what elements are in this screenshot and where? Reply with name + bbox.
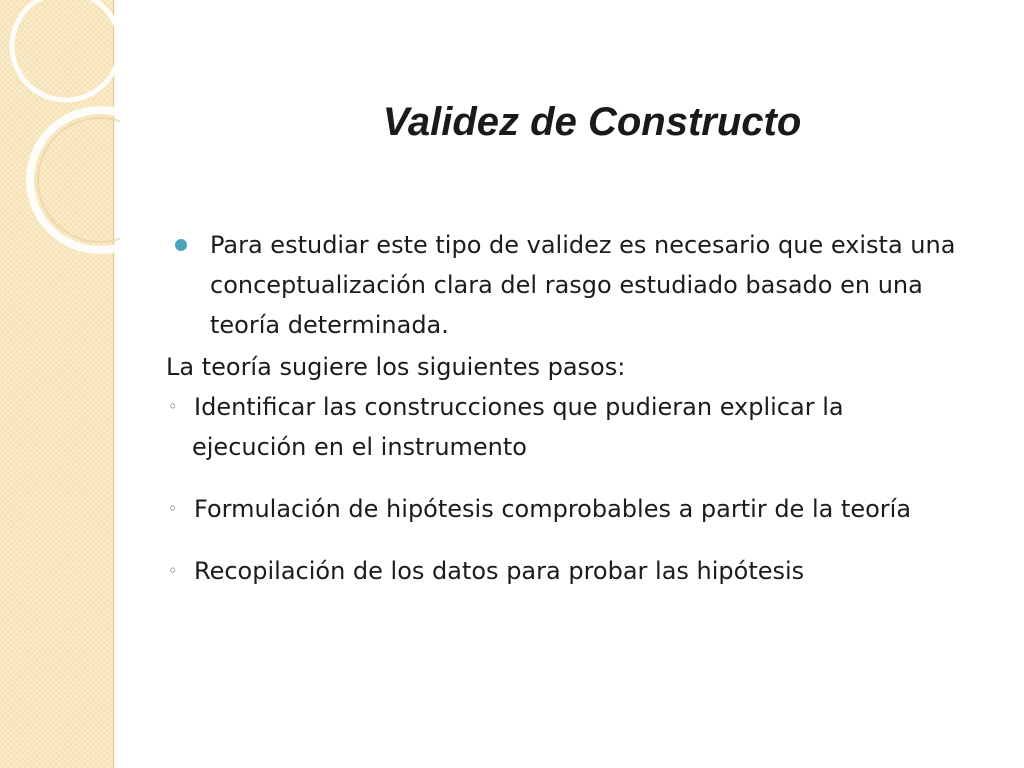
step-2-text: Formulación de hipótesis comprobables a partir de la teoría <box>194 495 912 523</box>
hollow-bullet-icon: ◦ <box>168 561 178 580</box>
main-bullet-paragraph <box>166 225 996 345</box>
step-item-3 <box>166 551 996 591</box>
bullet-line-2: conceptualización clara del rasgo estudiado basado en una <box>210 271 923 299</box>
hollow-bullet-icon: ◦ <box>168 499 178 518</box>
step-1-line-2: ejecución en el instrumento <box>192 433 527 461</box>
intro-line: La teoría sugiere los siguientes pasos: <box>166 353 626 381</box>
step-1-line-1: Identificar las construcciones que pudieran explicar la <box>194 393 844 421</box>
slide-title: Validez de Constructo <box>382 100 802 144</box>
bullet-line-1: Para estudiar este tipo de validez es necesario que exista una <box>210 231 956 259</box>
hollow-bullet-icon: ◦ <box>168 397 178 416</box>
step-3-text: Recopilación de los datos para probar las hipótesis <box>194 557 805 585</box>
step-item-1 <box>166 387 996 467</box>
bullet-line-3: teoría determinada. <box>210 311 449 339</box>
slide-content <box>166 225 996 591</box>
step-item-2 <box>166 489 996 529</box>
bullet-dot-icon <box>175 239 187 251</box>
